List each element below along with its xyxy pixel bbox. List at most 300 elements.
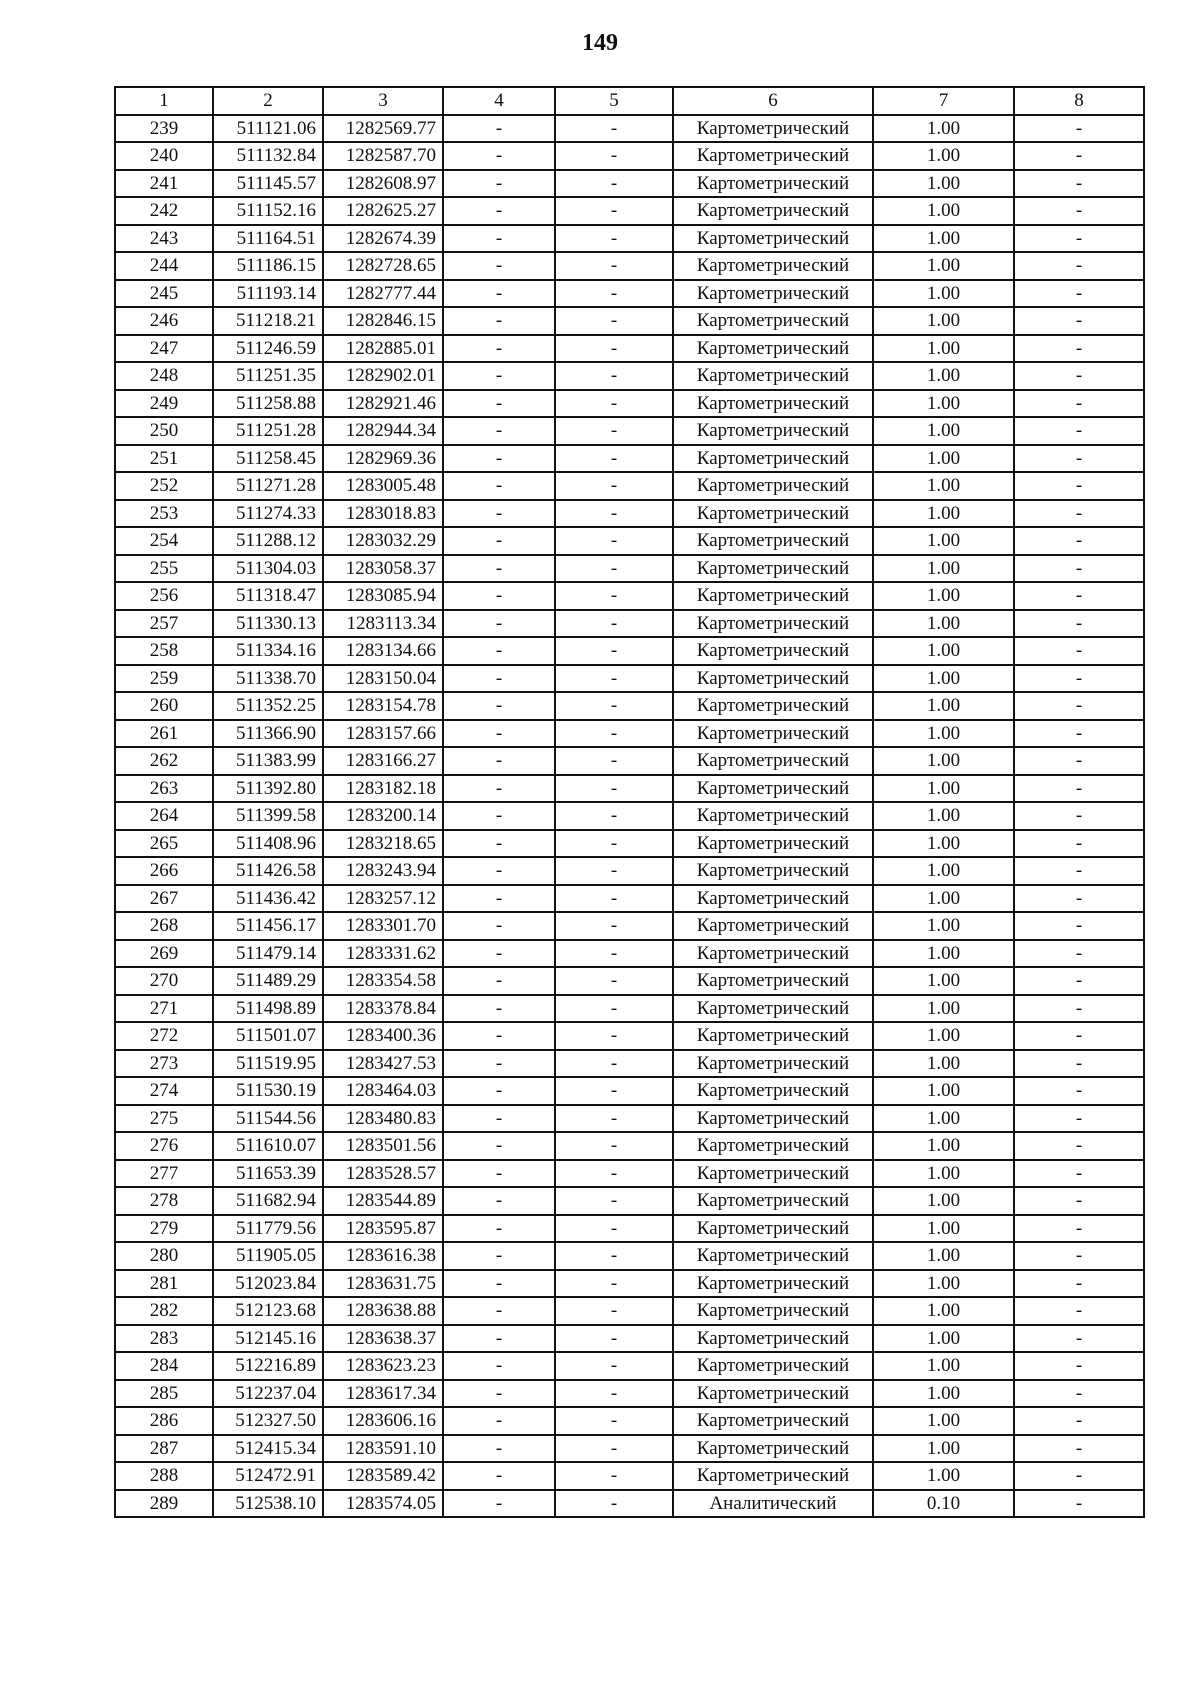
x-coordinate-cell: 511479.14 (213, 940, 323, 968)
y-coordinate-cell: 1283480.83 (323, 1105, 443, 1133)
col4-cell: - (443, 912, 555, 940)
col5-cell: - (555, 802, 673, 830)
x-coordinate-cell: 511436.42 (213, 885, 323, 913)
accuracy-cell: 1.00 (873, 1215, 1014, 1243)
col5-cell: - (555, 115, 673, 143)
column-header: 1 (115, 87, 213, 115)
col5-cell: - (555, 940, 673, 968)
col8-cell: - (1014, 885, 1144, 913)
x-coordinate-cell: 511530.19 (213, 1077, 323, 1105)
y-coordinate-cell: 1283058.37 (323, 555, 443, 583)
method-cell: Картометрический (673, 335, 873, 363)
x-coordinate-cell: 512472.91 (213, 1462, 323, 1490)
point-number-cell: 281 (115, 1270, 213, 1298)
table-row (115, 1435, 1144, 1463)
method-cell: Картометрический (673, 1297, 873, 1325)
y-coordinate-cell: 1283150.04 (323, 665, 443, 693)
col4-cell: - (443, 280, 555, 308)
col5-cell: - (555, 225, 673, 253)
accuracy-cell: 1.00 (873, 472, 1014, 500)
accuracy-cell: 1.00 (873, 967, 1014, 995)
point-number-cell: 240 (115, 142, 213, 170)
method-cell: Картометрический (673, 115, 873, 143)
point-number-cell: 254 (115, 527, 213, 555)
table-row (115, 637, 1144, 665)
x-coordinate-cell: 511682.94 (213, 1187, 323, 1215)
method-cell: Картометрический (673, 1270, 873, 1298)
col5-cell: - (555, 1160, 673, 1188)
col4-cell: - (443, 500, 555, 528)
column-header: 8 (1014, 87, 1144, 115)
col5-cell: - (555, 472, 673, 500)
x-coordinate-cell: 511383.99 (213, 747, 323, 775)
column-header: 4 (443, 87, 555, 115)
col4-cell: - (443, 197, 555, 225)
col5-cell: - (555, 1380, 673, 1408)
method-cell: Картометрический (673, 1407, 873, 1435)
x-coordinate-cell: 512145.16 (213, 1325, 323, 1353)
accuracy-cell: 1.00 (873, 610, 1014, 638)
accuracy-cell: 1.00 (873, 445, 1014, 473)
col8-cell: - (1014, 802, 1144, 830)
col4-cell: - (443, 720, 555, 748)
point-number-cell: 279 (115, 1215, 213, 1243)
point-number-cell: 283 (115, 1325, 213, 1353)
col5-cell: - (555, 1187, 673, 1215)
point-number-cell: 263 (115, 775, 213, 803)
point-number-cell: 262 (115, 747, 213, 775)
col4-cell: - (443, 582, 555, 610)
table-row (115, 115, 1144, 143)
method-cell: Картометрический (673, 170, 873, 198)
x-coordinate-cell: 511334.16 (213, 637, 323, 665)
x-coordinate-cell: 511408.96 (213, 830, 323, 858)
col5-cell: - (555, 830, 673, 858)
x-coordinate-cell: 511338.70 (213, 665, 323, 693)
y-coordinate-cell: 1282674.39 (323, 225, 443, 253)
method-cell: Картометрический (673, 417, 873, 445)
col4-cell: - (443, 417, 555, 445)
point-number-cell: 247 (115, 335, 213, 363)
point-number-cell: 251 (115, 445, 213, 473)
x-coordinate-cell: 511218.21 (213, 307, 323, 335)
table-row (115, 1132, 1144, 1160)
col4-cell: - (443, 1407, 555, 1435)
accuracy-cell: 1.00 (873, 280, 1014, 308)
col8-cell: - (1014, 1435, 1144, 1463)
col5-cell: - (555, 1407, 673, 1435)
method-cell: Картометрический (673, 1077, 873, 1105)
col5-cell: - (555, 390, 673, 418)
col5-cell: - (555, 1105, 673, 1133)
point-number-cell: 288 (115, 1462, 213, 1490)
method-cell: Картометрический (673, 940, 873, 968)
accuracy-cell: 1.00 (873, 555, 1014, 583)
y-coordinate-cell: 1282777.44 (323, 280, 443, 308)
col8-cell: - (1014, 1077, 1144, 1105)
x-coordinate-cell: 511352.25 (213, 692, 323, 720)
col5-cell: - (555, 1435, 673, 1463)
y-coordinate-cell: 1283301.70 (323, 912, 443, 940)
col4-cell: - (443, 1077, 555, 1105)
point-number-cell: 284 (115, 1352, 213, 1380)
col4-cell: - (443, 967, 555, 995)
table-row (115, 362, 1144, 390)
x-coordinate-cell: 511186.15 (213, 252, 323, 280)
y-coordinate-cell: 1282944.34 (323, 417, 443, 445)
x-coordinate-cell: 511164.51 (213, 225, 323, 253)
accuracy-cell: 1.00 (873, 1435, 1014, 1463)
y-coordinate-cell: 1283528.57 (323, 1160, 443, 1188)
method-cell: Картометрический (673, 747, 873, 775)
col5-cell: - (555, 142, 673, 170)
col5-cell: - (555, 1490, 673, 1518)
accuracy-cell: 1.00 (873, 1022, 1014, 1050)
x-coordinate-cell: 511152.16 (213, 197, 323, 225)
point-number-cell: 256 (115, 582, 213, 610)
x-coordinate-cell: 511366.90 (213, 720, 323, 748)
table-row (115, 692, 1144, 720)
y-coordinate-cell: 1282587.70 (323, 142, 443, 170)
method-cell: Картометрический (673, 1050, 873, 1078)
x-coordinate-cell: 511258.45 (213, 445, 323, 473)
table-row (115, 857, 1144, 885)
y-coordinate-cell: 1283638.37 (323, 1325, 443, 1353)
col8-cell: - (1014, 170, 1144, 198)
point-number-cell: 248 (115, 362, 213, 390)
method-cell: Картометрический (673, 1462, 873, 1490)
col5-cell: - (555, 307, 673, 335)
col4-cell: - (443, 362, 555, 390)
x-coordinate-cell: 511519.95 (213, 1050, 323, 1078)
table-row (115, 1242, 1144, 1270)
col4-cell: - (443, 885, 555, 913)
col4-cell: - (443, 1325, 555, 1353)
accuracy-cell: 1.00 (873, 115, 1014, 143)
table-row (115, 665, 1144, 693)
x-coordinate-cell: 511318.47 (213, 582, 323, 610)
col5-cell: - (555, 1077, 673, 1105)
table-row (115, 307, 1144, 335)
point-number-cell: 278 (115, 1187, 213, 1215)
table-row (115, 830, 1144, 858)
point-number-cell: 273 (115, 1050, 213, 1078)
method-cell: Картометрический (673, 307, 873, 335)
y-coordinate-cell: 1283617.34 (323, 1380, 443, 1408)
col5-cell: - (555, 912, 673, 940)
point-number-cell: 257 (115, 610, 213, 638)
col8-cell: - (1014, 857, 1144, 885)
col5-cell: - (555, 1297, 673, 1325)
point-number-cell: 277 (115, 1160, 213, 1188)
point-number-cell: 267 (115, 885, 213, 913)
col4-cell: - (443, 665, 555, 693)
point-number-cell: 259 (115, 665, 213, 693)
method-cell: Картометрический (673, 912, 873, 940)
accuracy-cell: 1.00 (873, 417, 1014, 445)
col8-cell: - (1014, 527, 1144, 555)
y-coordinate-cell: 1283331.62 (323, 940, 443, 968)
y-coordinate-cell: 1283589.42 (323, 1462, 443, 1490)
method-cell: Картометрический (673, 720, 873, 748)
y-coordinate-cell: 1283606.16 (323, 1407, 443, 1435)
accuracy-cell: 1.00 (873, 775, 1014, 803)
col5-cell: - (555, 445, 673, 473)
col8-cell: - (1014, 1297, 1144, 1325)
col4-cell: - (443, 1050, 555, 1078)
table-row (115, 142, 1144, 170)
accuracy-cell: 1.00 (873, 692, 1014, 720)
method-cell: Картометрический (673, 1435, 873, 1463)
col8-cell: - (1014, 500, 1144, 528)
table-row (115, 1160, 1144, 1188)
col4-cell: - (443, 1242, 555, 1270)
col4-cell: - (443, 1435, 555, 1463)
method-cell: Картометрический (673, 830, 873, 858)
method-cell: Аналитический (673, 1490, 873, 1518)
method-cell: Картометрический (673, 1242, 873, 1270)
y-coordinate-cell: 1283544.89 (323, 1187, 443, 1215)
method-cell: Картометрический (673, 665, 873, 693)
col8-cell: - (1014, 1380, 1144, 1408)
col8-cell: - (1014, 940, 1144, 968)
col8-cell: - (1014, 115, 1144, 143)
column-header: 5 (555, 87, 673, 115)
x-coordinate-cell: 511258.88 (213, 390, 323, 418)
accuracy-cell: 1.00 (873, 1380, 1014, 1408)
col5-cell: - (555, 1242, 673, 1270)
table-row (115, 995, 1144, 1023)
point-number-cell: 241 (115, 170, 213, 198)
y-coordinate-cell: 1283638.88 (323, 1297, 443, 1325)
col5-cell: - (555, 500, 673, 528)
accuracy-cell: 1.00 (873, 1270, 1014, 1298)
x-coordinate-cell: 512415.34 (213, 1435, 323, 1463)
point-number-cell: 245 (115, 280, 213, 308)
accuracy-cell: 1.00 (873, 857, 1014, 885)
col4-cell: - (443, 1132, 555, 1160)
col8-cell: - (1014, 967, 1144, 995)
table-row (115, 1490, 1144, 1518)
x-coordinate-cell: 511456.17 (213, 912, 323, 940)
table-row (115, 527, 1144, 555)
x-coordinate-cell: 511544.56 (213, 1105, 323, 1133)
y-coordinate-cell: 1283400.36 (323, 1022, 443, 1050)
col4-cell: - (443, 1352, 555, 1380)
col4-cell: - (443, 1462, 555, 1490)
x-coordinate-cell: 512327.50 (213, 1407, 323, 1435)
table-row (115, 802, 1144, 830)
x-coordinate-cell: 512538.10 (213, 1490, 323, 1518)
col5-cell: - (555, 610, 673, 638)
x-coordinate-cell: 511251.35 (213, 362, 323, 390)
col5-cell: - (555, 637, 673, 665)
col4-cell: - (443, 225, 555, 253)
col8-cell: - (1014, 252, 1144, 280)
col4-cell: - (443, 142, 555, 170)
method-cell: Картометрический (673, 252, 873, 280)
col5-cell: - (555, 280, 673, 308)
method-cell: Картометрический (673, 775, 873, 803)
accuracy-cell: 1.00 (873, 885, 1014, 913)
col4-cell: - (443, 1270, 555, 1298)
method-cell: Картометрический (673, 857, 873, 885)
column-header: 3 (323, 87, 443, 115)
accuracy-cell: 1.00 (873, 1242, 1014, 1270)
y-coordinate-cell: 1283154.78 (323, 692, 443, 720)
method-cell: Картометрический (673, 802, 873, 830)
column-header: 6 (673, 87, 873, 115)
method-cell: Картометрический (673, 582, 873, 610)
table-row (115, 335, 1144, 363)
x-coordinate-cell: 511905.05 (213, 1242, 323, 1270)
y-coordinate-cell: 1283595.87 (323, 1215, 443, 1243)
col5-cell: - (555, 885, 673, 913)
col8-cell: - (1014, 1270, 1144, 1298)
col4-cell: - (443, 1297, 555, 1325)
col8-cell: - (1014, 1352, 1144, 1380)
col4-cell: - (443, 527, 555, 555)
y-coordinate-cell: 1283574.05 (323, 1490, 443, 1518)
point-number-cell: 268 (115, 912, 213, 940)
col8-cell: - (1014, 225, 1144, 253)
x-coordinate-cell: 511501.07 (213, 1022, 323, 1050)
col5-cell: - (555, 857, 673, 885)
col4-cell: - (443, 1160, 555, 1188)
col8-cell: - (1014, 1050, 1144, 1078)
x-coordinate-cell: 511132.84 (213, 142, 323, 170)
accuracy-cell: 1.00 (873, 637, 1014, 665)
col5-cell: - (555, 582, 673, 610)
accuracy-cell: 1.00 (873, 830, 1014, 858)
col5-cell: - (555, 747, 673, 775)
y-coordinate-cell: 1283113.34 (323, 610, 443, 638)
col4-cell: - (443, 747, 555, 775)
x-coordinate-cell: 511121.06 (213, 115, 323, 143)
col8-cell: - (1014, 692, 1144, 720)
table-row (115, 1462, 1144, 1490)
accuracy-cell: 1.00 (873, 1050, 1014, 1078)
col8-cell: - (1014, 995, 1144, 1023)
y-coordinate-cell: 1283085.94 (323, 582, 443, 610)
x-coordinate-cell: 511653.39 (213, 1160, 323, 1188)
table-row (115, 610, 1144, 638)
x-coordinate-cell: 511193.14 (213, 280, 323, 308)
point-number-cell: 280 (115, 1242, 213, 1270)
x-coordinate-cell: 511489.29 (213, 967, 323, 995)
x-coordinate-cell: 511392.80 (213, 775, 323, 803)
table-row (115, 252, 1144, 280)
y-coordinate-cell: 1283257.12 (323, 885, 443, 913)
col5-cell: - (555, 1270, 673, 1298)
x-coordinate-cell: 511145.57 (213, 170, 323, 198)
x-coordinate-cell: 511304.03 (213, 555, 323, 583)
col8-cell: - (1014, 747, 1144, 775)
point-number-cell: 242 (115, 197, 213, 225)
col8-cell: - (1014, 1187, 1144, 1215)
x-coordinate-cell: 511426.58 (213, 857, 323, 885)
point-number-cell: 270 (115, 967, 213, 995)
method-cell: Картометрический (673, 555, 873, 583)
col4-cell: - (443, 995, 555, 1023)
col8-cell: - (1014, 1325, 1144, 1353)
y-coordinate-cell: 1282608.97 (323, 170, 443, 198)
point-number-cell: 276 (115, 1132, 213, 1160)
y-coordinate-cell: 1283166.27 (323, 747, 443, 775)
y-coordinate-cell: 1283005.48 (323, 472, 443, 500)
col4-cell: - (443, 1105, 555, 1133)
col5-cell: - (555, 1215, 673, 1243)
col5-cell: - (555, 1352, 673, 1380)
table-row (115, 1050, 1144, 1078)
method-cell: Картометрический (673, 1187, 873, 1215)
col5-cell: - (555, 417, 673, 445)
accuracy-cell: 1.00 (873, 940, 1014, 968)
accuracy-cell: 1.00 (873, 500, 1014, 528)
col8-cell: - (1014, 1215, 1144, 1243)
table-row (115, 1077, 1144, 1105)
accuracy-cell: 1.00 (873, 802, 1014, 830)
col5-cell: - (555, 1132, 673, 1160)
accuracy-cell: 1.00 (873, 1105, 1014, 1133)
table-row (115, 582, 1144, 610)
column-header: 2 (213, 87, 323, 115)
table-row (115, 390, 1144, 418)
column-header: 7 (873, 87, 1014, 115)
col5-cell: - (555, 1022, 673, 1050)
x-coordinate-cell: 511779.56 (213, 1215, 323, 1243)
col4-cell: - (443, 472, 555, 500)
point-number-cell: 289 (115, 1490, 213, 1518)
table-header-row (115, 87, 1144, 115)
page-number: 149 (582, 30, 618, 56)
table-row (115, 1352, 1144, 1380)
point-number-cell: 274 (115, 1077, 213, 1105)
col4-cell: - (443, 637, 555, 665)
method-cell: Картометрический (673, 1325, 873, 1353)
x-coordinate-cell: 511610.07 (213, 1132, 323, 1160)
y-coordinate-cell: 1282885.01 (323, 335, 443, 363)
point-number-cell: 269 (115, 940, 213, 968)
y-coordinate-cell: 1283427.53 (323, 1050, 443, 1078)
method-cell: Картометрический (673, 1160, 873, 1188)
point-number-cell: 249 (115, 390, 213, 418)
table-row (115, 472, 1144, 500)
y-coordinate-cell: 1283623.23 (323, 1352, 443, 1380)
y-coordinate-cell: 1283501.56 (323, 1132, 443, 1160)
y-coordinate-cell: 1283591.10 (323, 1435, 443, 1463)
accuracy-cell: 1.00 (873, 197, 1014, 225)
point-number-cell: 243 (115, 225, 213, 253)
col4-cell: - (443, 307, 555, 335)
table-row (115, 170, 1144, 198)
col5-cell: - (555, 995, 673, 1023)
x-coordinate-cell: 511274.33 (213, 500, 323, 528)
point-number-cell: 286 (115, 1407, 213, 1435)
accuracy-cell: 1.00 (873, 582, 1014, 610)
accuracy-cell: 1.00 (873, 1297, 1014, 1325)
table-row (115, 775, 1144, 803)
col8-cell: - (1014, 1160, 1144, 1188)
y-coordinate-cell: 1282569.77 (323, 115, 443, 143)
col8-cell: - (1014, 390, 1144, 418)
method-cell: Картометрический (673, 885, 873, 913)
col8-cell: - (1014, 335, 1144, 363)
col5-cell: - (555, 1462, 673, 1490)
col5-cell: - (555, 967, 673, 995)
x-coordinate-cell: 512123.68 (213, 1297, 323, 1325)
accuracy-cell: 1.00 (873, 225, 1014, 253)
